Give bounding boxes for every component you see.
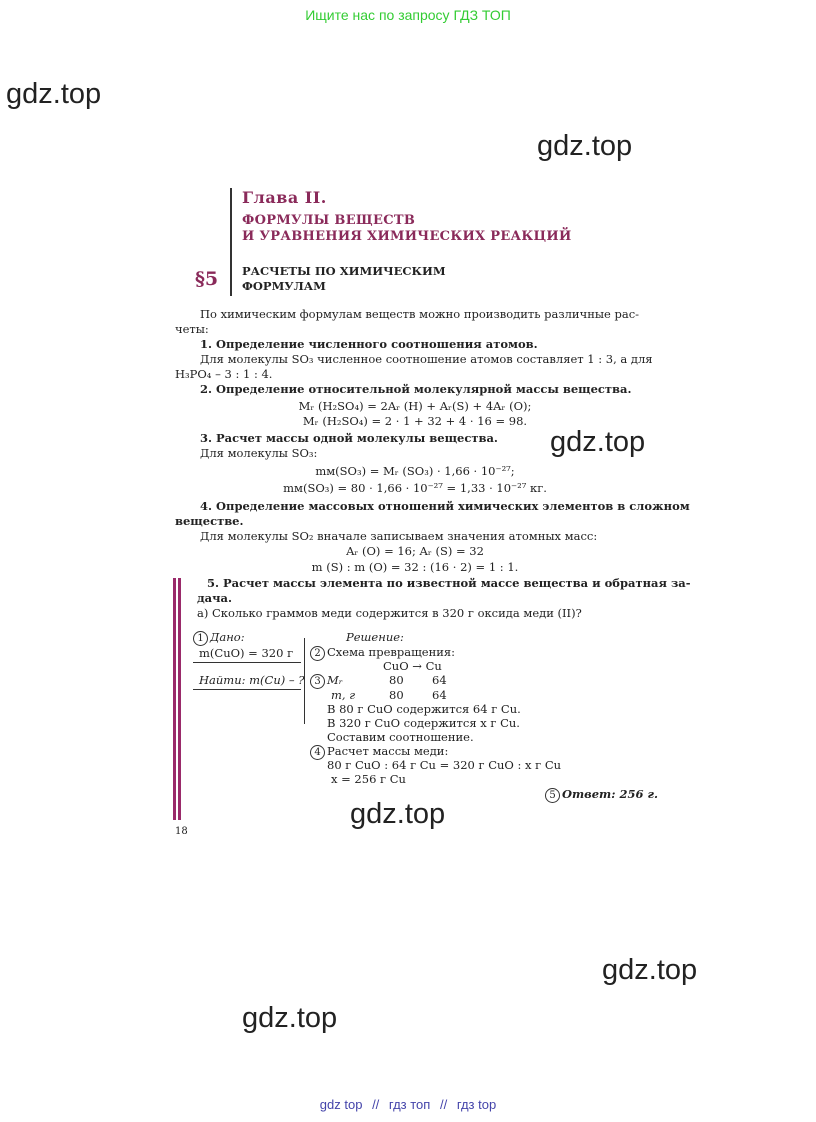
m-cuo: 80 — [389, 688, 404, 702]
formula: Aᵣ (O) = 16; Aᵣ (S) = 32 — [346, 544, 484, 558]
find-label: Найти: m(Cu) – ? — [199, 673, 305, 687]
chapter-subtitle-line: И УРАВНЕНИЯ ХИМИЧЕСКИХ РЕАКЦИЙ — [242, 229, 572, 244]
mr-label: Mᵣ — [327, 673, 343, 687]
heading-4: 4. Определение массовых отношений химических элементов в сложном — [200, 499, 690, 513]
margin-bar — [178, 578, 181, 820]
reaction: CuO → Cu — [383, 659, 442, 673]
intro-paragraph: По химическим формулам веществ можно производить различные рас- — [200, 307, 640, 321]
question: а) Сколько граммов меди содержится в 320 г оксида меди (II)? — [197, 606, 582, 620]
bottom-link[interactable]: гдз top — [456, 1097, 497, 1112]
watermark: gdz.top — [537, 130, 633, 162]
watermark: gdz.top — [550, 426, 646, 458]
heading-4: веществе. — [175, 514, 244, 528]
formula: m (S) : m (O) = 32 : (16 · 2) = 1 : 1. — [311, 560, 519, 574]
chapter-title: Глава II. — [242, 188, 327, 207]
paragraph-4: Для молекулы SO₂ вначале записываем значения атомных масс: — [200, 529, 598, 543]
intro-paragraph: четы: — [175, 322, 209, 336]
solution-label: Решение: — [346, 630, 404, 644]
proportion: 80 г CuO : 64 г Cu = 320 г CuO : x г Cu — [327, 758, 562, 772]
mr-row — [310, 673, 343, 689]
solution-divider — [304, 638, 305, 724]
result: x = 256 г Cu — [331, 772, 406, 786]
section-number: §5 — [195, 268, 219, 290]
paragraph-3: Для молекулы SO₃: — [200, 446, 318, 460]
heading-5: дача. — [197, 591, 232, 605]
bottom-link[interactable]: gdz top — [319, 1097, 363, 1112]
formula: mм(SO₃) = Mᵣ (SO₃) · 1,66 · 10⁻²⁷; — [315, 464, 515, 478]
step-number: 3 — [310, 674, 325, 689]
answer-text: Ответ: 256 г. — [562, 787, 658, 801]
section-title — [242, 264, 446, 294]
watermark: gdz.top — [602, 954, 698, 986]
separator: // — [372, 1097, 380, 1112]
watermark: gdz.top — [242, 1002, 338, 1034]
find-underline — [193, 689, 301, 690]
given-label — [193, 630, 245, 646]
mr-cuo: 80 — [389, 673, 404, 687]
solution-line: В 320 г CuO содержится x г Cu. — [327, 716, 520, 730]
heading-3: 3. Расчет массы одной молекулы вещества. — [200, 431, 498, 445]
paragraph-1: Для молекулы SO₃ численное соотношение атомов составляет 1 : 3, а для — [200, 352, 653, 366]
section-title-line: ФОРМУЛАМ — [242, 279, 326, 293]
paragraph-1: H₃PO₄ – 3 : 1 : 4. — [175, 367, 273, 381]
m-cu: 64 — [432, 688, 447, 702]
solution-line: В 80 г CuO содержится 64 г Cu. — [327, 702, 521, 716]
bottom-link[interactable]: гдз топ — [388, 1097, 431, 1112]
top-link-text[interactable]: Ищите нас по запросу ГДЗ ТОП — [305, 7, 511, 23]
formula: Mᵣ (H₂SO₄) = 2Aᵣ (H) + Aᵣ(S) + 4Aᵣ (O); — [298, 399, 532, 413]
heading-1: 1. Определение численного соотношения атомов. — [200, 337, 538, 351]
answer-line — [545, 787, 658, 803]
step-number: 5 — [545, 788, 560, 803]
step-number: 1 — [193, 631, 208, 646]
watermark: gdz.top — [6, 78, 102, 110]
chapter-subtitle-line: ФОРМУЛЫ ВЕЩЕСТВ — [242, 213, 416, 228]
margin-bar — [173, 578, 176, 820]
solution-line: Составим соотношение. — [327, 730, 474, 744]
heading-2: 2. Определение относительной молекулярной массы вещества. — [200, 382, 632, 396]
scheme-text: Схема превращения: — [327, 645, 456, 659]
watermark: gdz.top — [350, 798, 446, 830]
chapter-divider — [230, 188, 232, 296]
section-title-line: РАСЧЕТЫ ПО ХИМИЧЕСКИМ — [242, 264, 446, 278]
given-value: m(CuO) = 320 г — [199, 646, 294, 660]
formula: Mᵣ (H₂SO₄) = 2 · 1 + 32 + 4 · 16 = 98. — [302, 414, 528, 428]
chapter-subtitle — [242, 213, 572, 245]
heading-5: 5. Расчет массы элемента по известной массе вещества и обратная за- — [207, 576, 691, 590]
step-number: 4 — [310, 745, 325, 760]
page-number: 18 — [175, 826, 188, 837]
given-underline — [193, 662, 301, 663]
step-number: 2 — [310, 646, 325, 661]
bottom-links — [0, 1097, 816, 1112]
calc-title: Расчет массы меди: — [327, 744, 449, 758]
m-label: m, г — [331, 688, 356, 702]
given-label-text: Дано: — [210, 630, 245, 644]
mr-cu: 64 — [432, 673, 447, 687]
separator: // — [439, 1097, 448, 1112]
formula: mм(SO₃) = 80 · 1,66 · 10⁻²⁷ = 1,33 · 10⁻²⁷ кг. — [283, 481, 547, 495]
